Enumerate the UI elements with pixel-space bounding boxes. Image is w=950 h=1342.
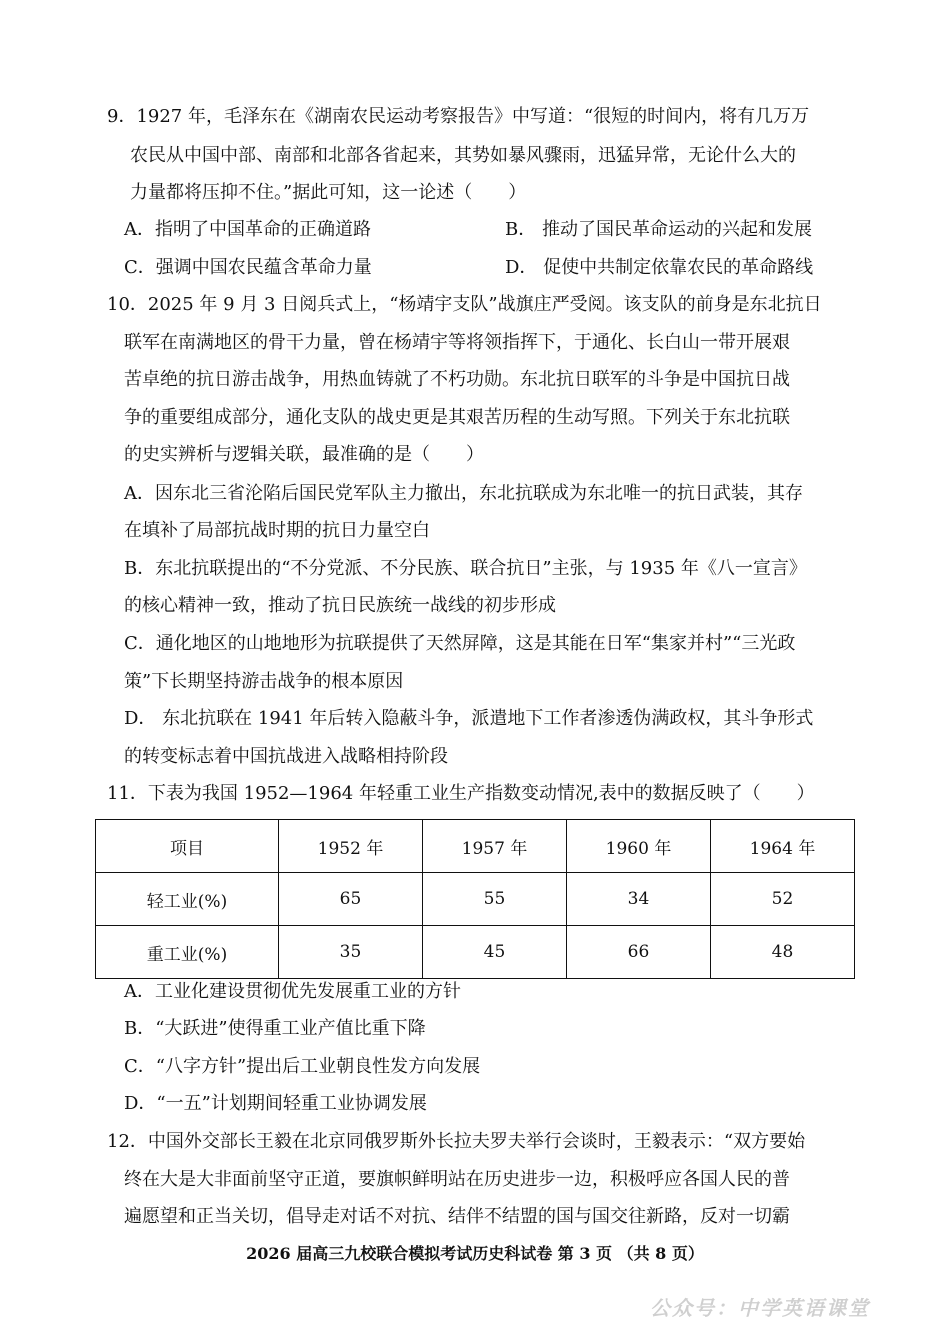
table-cell: 35 (279, 926, 423, 979)
q11-data-table (95, 819, 855, 979)
table-cell: 45 (423, 926, 567, 979)
table-cell: 52 (711, 873, 855, 926)
q10-option-b-line-1: B．东北抗联提出的“不分党派、不分民族、联合抗日”主张，与 1935 年《八一宣言》 (124, 558, 807, 579)
table-header-cell: 1957 年 (423, 820, 567, 873)
q11-stem: 11．下表为我国 1952—1964 年轻重工业生产指数变动情况,表中的数据反映了（ ） (107, 783, 815, 804)
q9-option-a: A．指明了中国革命的正确道路 (124, 219, 371, 240)
q11-option-a: A．工业化建设贯彻优先发展重工业的方针 (124, 981, 461, 1002)
table-cell: 66 (567, 926, 711, 979)
q11-option-d: D．“一五”计划期间轻重工业协调发展 (124, 1093, 427, 1114)
table-row (96, 873, 855, 926)
q9-option-d: D． 促使中共制定依靠农民的革命路线 (505, 257, 814, 278)
q11-option-c: C．“八字方针”提出后工业朝良性发方向发展 (124, 1056, 481, 1077)
table-cell: 48 (711, 926, 855, 979)
q10-option-c-line-2: 策”下长期坚持游击战争的根本原因 (124, 671, 404, 692)
table-cell: 34 (567, 873, 711, 926)
table-cell: 重工业(%) (96, 926, 279, 979)
table-cell: 65 (279, 873, 423, 926)
q10-option-d-line-2: 的转变标志着中国抗战进入战略相持阶段 (124, 746, 448, 767)
q10-option-a-line-2: 在填补了局部抗战时期的抗日力量空白 (124, 520, 430, 541)
q9-line-3: 力量都将压抑不住。”据此可知，这一论述（ ） (130, 182, 527, 203)
table-row (96, 926, 855, 979)
table-cell: 55 (423, 873, 567, 926)
q10-line-3: 苦卓绝的抗日游击战争，用热血铸就了不朽功勋。东北抗日联军的斗争是中国抗日战 (124, 369, 790, 390)
q9-option-c: C．强调中国农民蕴含革命力量 (124, 257, 372, 278)
q9-line-2: 农民从中国中部、南部和北部各省起来，其势如暴风骤雨，迅猛异常，无论什么大的 (130, 145, 796, 166)
q12-line-1: 12．中国外交部长王毅在北京同俄罗斯外长拉夫罗夫举行会谈时，王毅表示：“双方要始 (107, 1131, 806, 1152)
watermark: 公众号：中学英语课堂 (650, 1296, 870, 1320)
page-footer: 2026 届高三九校联合模拟考试历史科试卷 第 3 页 （共 8 页） (246, 1244, 704, 1263)
q11-option-b: B．“大跃进”使得重工业产值比重下降 (124, 1018, 426, 1039)
q9-option-b: B． 推动了国民革命运动的兴起和发展 (505, 219, 812, 240)
q10-option-c-line-1: C．通化地区的山地地形为抗联提供了天然屏障，这是其能在日军“集家并村”“三光政 (124, 633, 796, 654)
q10-line-4: 争的重要组成部分，通化支队的战史更是其艰苦历程的生动写照。下列关于东北抗联 (124, 407, 790, 428)
q10-line-2: 联军在南满地区的骨干力量，曾在杨靖宇等将领指挥下，于通化、长白山一带开展艰 (124, 332, 790, 353)
table-header-cell: 1960 年 (567, 820, 711, 873)
q12-line-2: 终在大是大非面前坚守正道，要旗帜鲜明站在历史进步一边，积极呼应各国人民的普 (124, 1169, 790, 1190)
q10-option-b-line-2: 的核心精神一致，推动了抗日民族统一战线的初步形成 (124, 595, 556, 616)
q10-line-5: 的史实辨析与逻辑关联，最准确的是（ ） (124, 444, 484, 465)
table-header-row (96, 820, 855, 873)
table-header-cell: 1964 年 (711, 820, 855, 873)
q12-line-3: 遍愿望和正当关切，倡导走对话不对抗、结伴不结盟的国与国交往新路，反对一切霸 (124, 1206, 790, 1227)
q10-line-1: 10．2025 年 9 月 3 日阅兵式上，“杨靖宇支队”战旗庄严受阅。该支队的前身是东北抗日 (107, 294, 822, 315)
table-header-cell: 1952 年 (279, 820, 423, 873)
q10-option-d-line-1: D． 东北抗联在 1941 年后转入隐蔽斗争，派遣地下工作者渗透伪满政权，其斗争形式 (124, 708, 814, 729)
q10-option-a-line-1: A．因东北三省沦陷后国民党军队主力撤出，东北抗联成为东北唯一的抗日武装，其存 (124, 483, 803, 504)
table-cell: 轻工业(%) (96, 873, 279, 926)
table-header-cell: 项目 (96, 820, 279, 873)
q9-line-1: 9．1927 年，毛泽东在《湖南农民运动考察报告》中写道：“很短的时间内，将有几万万 (107, 106, 810, 127)
